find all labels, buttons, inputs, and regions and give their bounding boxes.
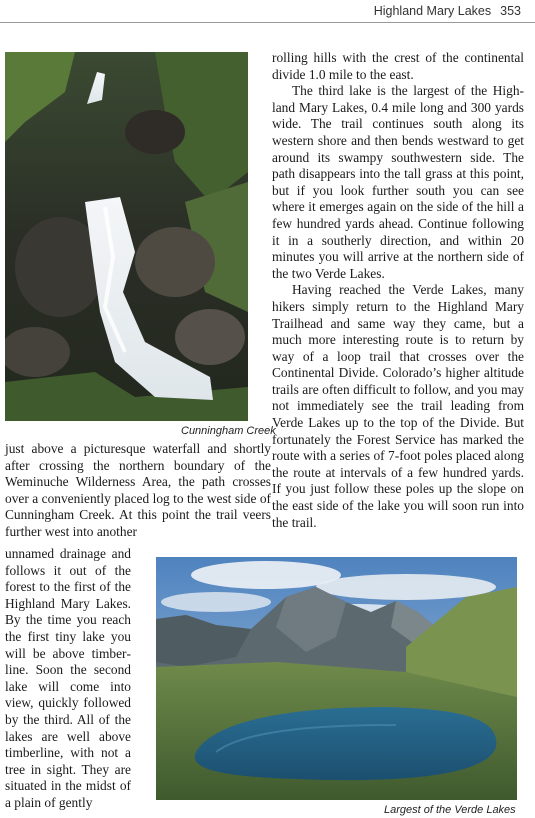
left-narrow-text [5, 546, 131, 812]
waterfall-photo [5, 52, 248, 421]
left-column-text [5, 441, 271, 541]
right-paragraph-2: The third lake is the largest of the Highland Mary Lakes, 0.4 mile long and 300 yards wide. The trail continues south along its western shore and then bends westward to get around its swampy southwestern side. The path disappears into the tall grass at this point, but if you look further south you can see where it emerges again on the side of the hill a few hundred yards ahead. Continue following it in a southerly direction, and within 20 minutes you will arrive at the northern side of the two Verde Lakes. [272, 83, 524, 281]
waterfall-caption: Cunningham Creek [181, 425, 276, 437]
page-number: 353 [500, 4, 521, 18]
left-narrow-paragraph: unnamed drainage and follows it out of the forest to the first of the Highland Mary Lakes. By the time you reach the first tiny lake you will be above timberline. Soon the second lake will come into view, quickly followed by the third. All of the lakes are well above timberline, with not a tree in sight. They are situated in the midst of a plain of gently [5, 546, 131, 810]
running-head [374, 4, 521, 18]
right-paragraph-3: Having reached the Verde Lakes, many hikers simply return to the Highland Mary Trailhead and same way they came, but a much more interesting route is to return by way of a loop trail that crosses over the Continental Divide. Colorado’s higher altitude trails are often difficult to follow, and you may not immediately see the trail leading from Verde Lakes up to the top of the Divide. But fortunately the Forest Service has marked the route with a series of 7-foot poles placed along the route at intervals of a few hundred yards. If you just follow these poles up the slope on the east side of the lake you will soon run into the trail. [272, 282, 524, 530]
running-title: Highland Mary Lakes [373, 4, 492, 18]
left-paragraph: just above a picturesque waterfall and shortly after crossing the northern boundary of the Weminuche Wilderness Area, the path crosses over a conveniently placed log to the west side of Cunningham Creek. At this point the trail veers further west into another [5, 441, 271, 539]
right-column-text [272, 50, 524, 531]
right-paragraph-1: rolling hills with the crest of the continental divide 1.0 mile to the east. [272, 50, 524, 82]
lake-caption: Largest of the Verde Lakes [384, 804, 516, 816]
lake-photo [156, 557, 517, 800]
header-rule [0, 22, 535, 23]
